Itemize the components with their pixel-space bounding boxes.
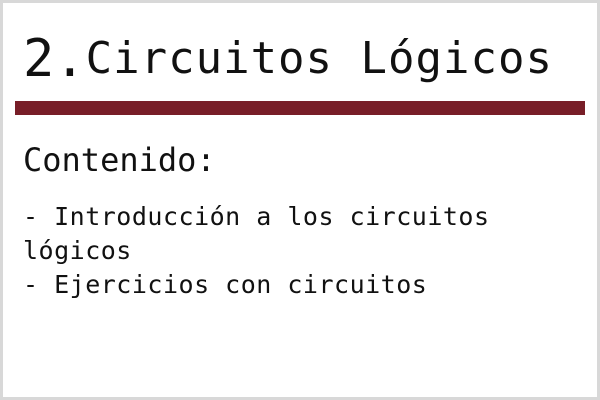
content-heading: Contenido:: [23, 141, 216, 179]
list-item: - Ejercicios con circuitos: [23, 270, 428, 299]
list-item: - Introducción a los circuitos lógicos: [23, 202, 490, 265]
page-title: [23, 21, 583, 89]
title-divider: [15, 101, 585, 115]
content-list: [23, 200, 583, 302]
title-text: Circuitos Lógicos: [85, 33, 553, 84]
section-number: 2.: [23, 29, 86, 89]
